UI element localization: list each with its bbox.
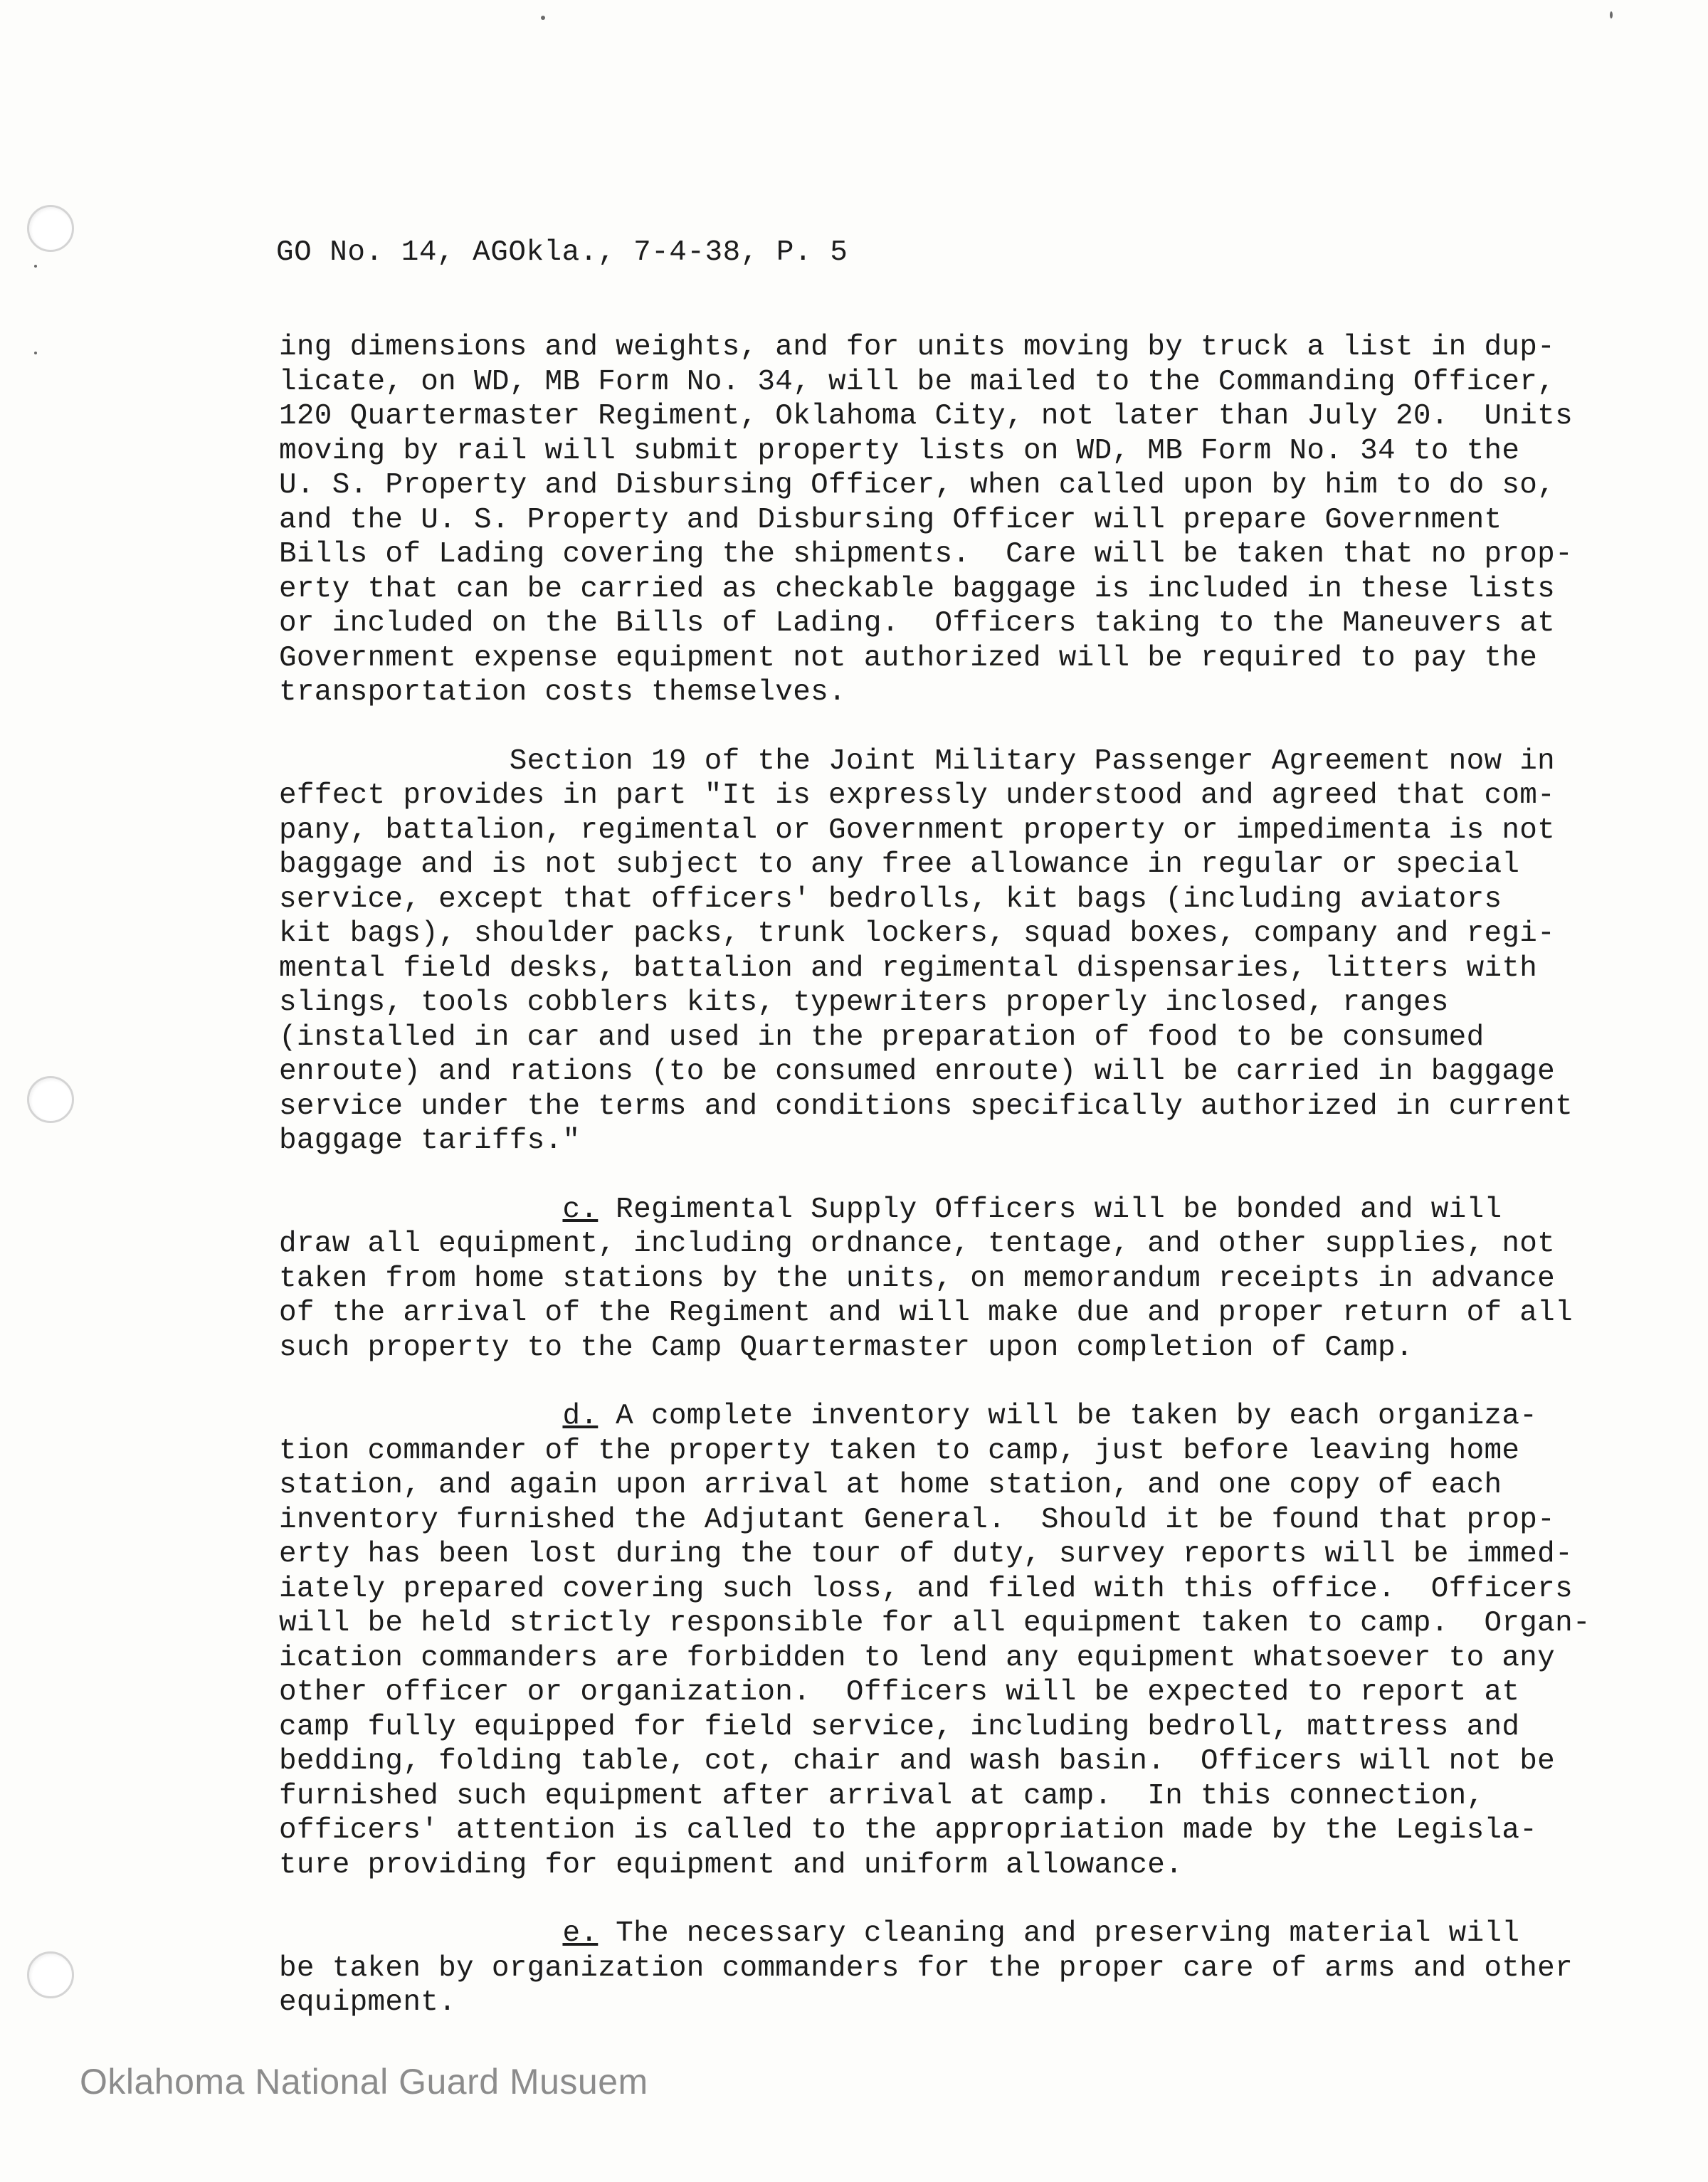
punch-hole-top [27,205,74,252]
paper-speck [34,265,37,268]
text-line: licate, on WD, MB Form No. 34, will be mailed to the Commanding Officer, [279,365,1556,399]
museum-watermark: Oklahoma National Guard Musuem [80,2062,648,2102]
text-line: 120 Quartermaster Regiment, Oklahoma City, not later than July 20. Units [279,400,1573,433]
paragraph-section-19 [279,744,1573,1159]
punch-hole-middle [27,1076,74,1123]
text-line: furnished such equipment after arrival at camp. In this connection, [279,1779,1485,1813]
text-line: draw all equipment, including ordnance, tentage, and other supplies, not [279,1228,1556,1260]
paragraph-d [279,1399,1591,1882]
text-line [279,1917,1546,1951]
text-line: and the U. S. Property and Disbursing Officer will prepare Government [279,503,1502,537]
text-line: moving by rail will submit property lists on WD, MB Form No. 34 to the [279,434,1520,468]
text-line: Bills of Lading covering the shipments. Care will be taken that no prop- [279,538,1573,571]
text-line: bedding, folding table, cot, chair and wash basin. Officers will not be [279,1745,1556,1778]
text-line: station, and again upon arrival at home station, and one copy of each [279,1469,1502,1502]
text-line: erty has been lost during the tour of duty, survey reports will be immed- [279,1538,1573,1571]
text-line: or included on the Bills of Lading. Officers taking to the Maneuvers at [279,607,1556,640]
text-line-rest: A complete inventory will be taken by each organiza- [598,1400,1538,1433]
text-line: service under the terms and conditions specifically authorized in current [279,1090,1573,1123]
text-line-rest: Regimental Supply Officers will be bonded and will [598,1193,1502,1226]
text-line: U. S. Property and Disbursing Officer, when called upon by him to do so, [279,469,1556,502]
text-line: baggage tariffs." [279,1124,581,1157]
subparagraph-letter: e. [562,1917,599,1950]
text-line: ture providing for equipment and uniform allowance. [279,1848,1184,1882]
text-line: (installed in car and used in the preparation of food to be consumed [279,1021,1485,1054]
text-line: officers' attention is called to the appropriation made by the Legisla- [279,1814,1538,1847]
text-line: will be held strictly responsible for all equipment taken to camp. Organ- [279,1607,1591,1640]
text-line: enroute) and rations (to be consumed enroute) will be carried in baggage [279,1055,1556,1088]
text-line: such property to the Camp Quartermaster upon completion of Camp. [279,1331,1413,1364]
subparagraph-letter: d. [562,1400,599,1433]
text-line [279,1193,1546,1228]
subparagraph-letter: c. [562,1193,599,1226]
text-line: of the arrival of the Regiment and will make due and proper return of all [279,1297,1573,1329]
text-line: transportation costs themselves. [279,676,846,709]
punch-hole-bottom [27,1951,74,1998]
text-line: be taken by organization commanders for the proper care of arms and other [279,1951,1573,1985]
text-line: Section 19 of the Joint Military Passenger Agreement now in [279,744,1556,778]
paper-speck [1610,11,1613,19]
text-line: equipment. [279,1986,457,2019]
text-line: erty that can be carried as checkable baggage is included in these lists [279,572,1556,606]
document-body [279,330,1591,2055]
paper-speck [34,352,37,354]
text-line: service, except that officers' bedrolls, kit bags (including aviators [279,882,1502,916]
text-line: ing dimensions and weights, and for units moving by truck a list in dup- [279,331,1556,364]
paragraph-c [279,1193,1573,1366]
text-line: baggage and is not subject to any free allowance in regular or special [279,848,1520,881]
paragraph-e [279,1917,1573,2020]
text-line: iately prepared covering such loss, and filed with this office. Officers [279,1572,1573,1606]
text-line: inventory furnished the Adjutant General. Should it be found that prop- [279,1503,1556,1537]
text-line: ication commanders are forbidden to lend any equipment whatsoever to any [279,1641,1556,1675]
text-line: camp fully equipped for field service, including bedroll, mattress and [279,1710,1520,1744]
text-line [279,1399,1546,1434]
text-line: tion commander of the property taken to camp, just before leaving home [279,1434,1520,1467]
text-line: effect provides in part "It is expressly understood and agreed that com- [279,779,1556,812]
text-line: kit bags), shoulder packs, trunk lockers, squad boxes, company and regi- [279,917,1556,950]
paragraph-continuation [279,330,1573,710]
paper-speck [541,16,545,20]
text-line: Government expense equipment not authorized will be required to pay the [279,641,1538,675]
text-line: other officer or organization. Officers will be expected to report at [279,1676,1520,1709]
text-line-rest: The necessary cleaning and preserving material will [598,1917,1520,1950]
text-line: slings, tools cobblers kits, typewriters properly inclosed, ranges [279,986,1449,1019]
text-line: pany, battalion, regimental or Government property or impedimenta is not [279,813,1556,847]
text-line: mental field desks, battalion and regimental dispensaries, litters with [279,952,1538,985]
page-reference-header: GO No. 14, AGOkla., 7-4-38, P. 5 [276,236,848,269]
text-line: taken from home stations by the units, on memorandum receipts in advance [279,1262,1556,1295]
